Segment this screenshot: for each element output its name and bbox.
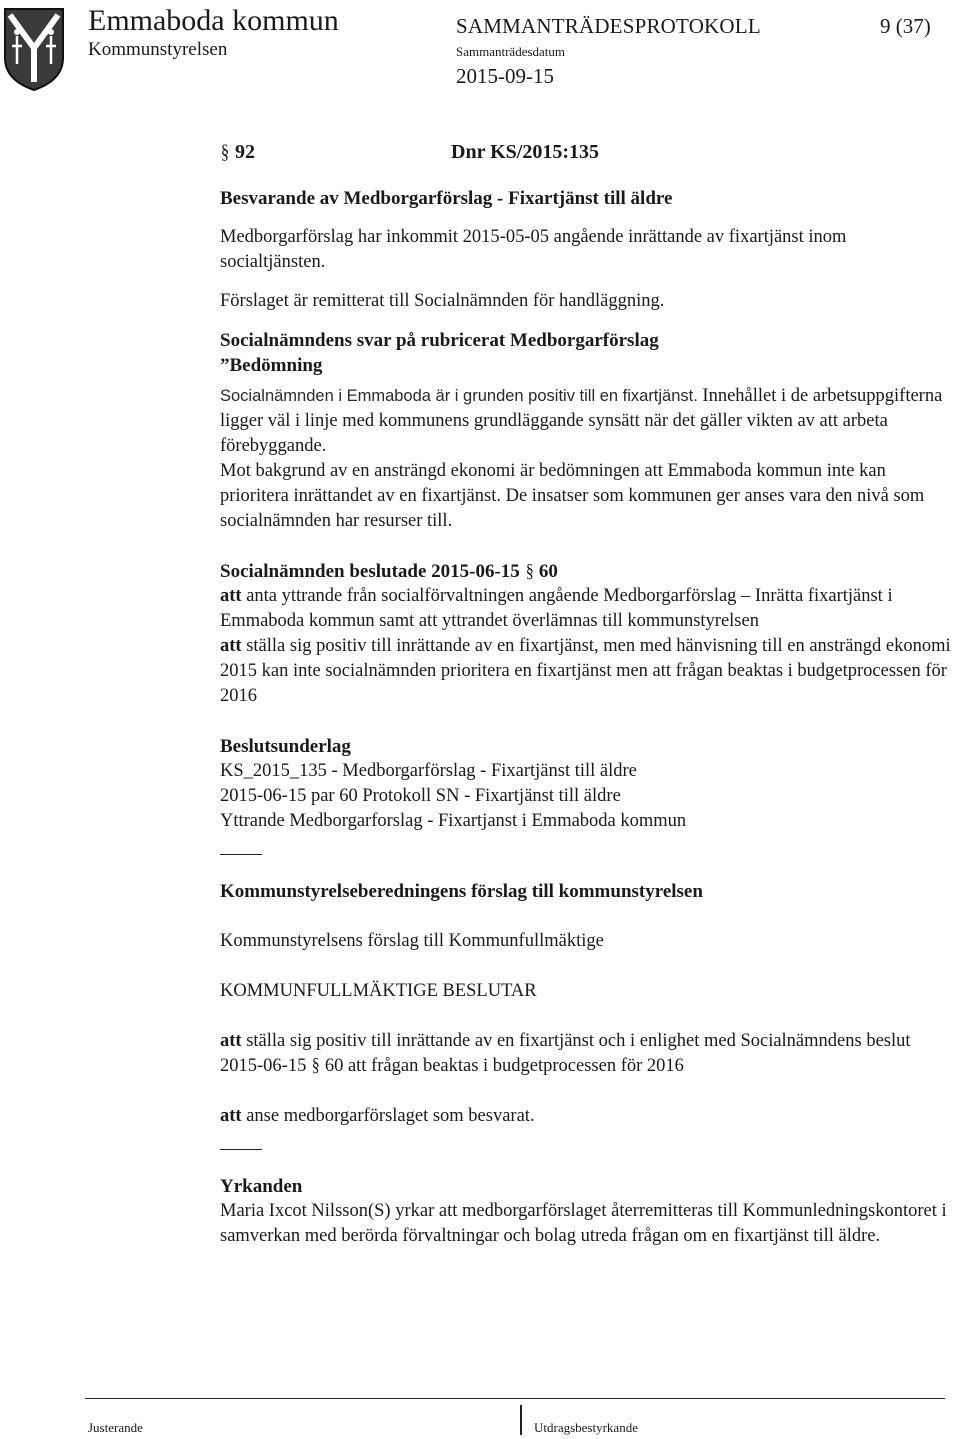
claims-text: Maria Ixcot Nilsson(S) yrkar att medborgarförslaget återremitteras till Kommunledningskontoret i samverkan med berörda förvaltningar och bolag utreda frågan om en fixartjänst till äldre.	[220, 1201, 947, 1246]
intro-text: Medborgarförslag har inkommit 2015-05-05 angående inrättande av fixartjänst inom socialtjänsten.	[220, 227, 847, 272]
section-heading	[220, 138, 952, 166]
dnr: Dnr KS/2015:135	[451, 141, 599, 163]
assessment-paragraph-1: Socialnämnden i Emmaboda är i grunden positiv till en fixartjänst. Innehållet i de arbetsuppgifterna ligger väl i linje med kommunens grundläggande synsätt när det gäller vikten av att arbeta förebyggande.	[220, 386, 943, 456]
claims-heading: Yrkanden	[220, 1176, 303, 1197]
proposal-subtitle: Kommunstyrelsens förslag till Kommunfullmäktige	[220, 931, 604, 951]
meeting-date-label: Sammanträdesdatum	[456, 44, 566, 59]
proposal-att-2: att anse medborgarförslaget som besvarat.	[220, 1106, 535, 1126]
social-response-heading: Socialnämndens svar på rubricerat Medborgarförslag	[220, 330, 659, 351]
municipality-name: Emmaboda kommun	[88, 4, 339, 37]
footer-divider	[520, 1405, 522, 1435]
footer-justerande: Justerande	[88, 1420, 143, 1435]
proposal-heading: Kommunstyrelseberedningens förslag till kommunstyrelsen	[220, 881, 703, 902]
paragraph-symbol: §	[525, 561, 534, 582]
page-number: 9 (37)	[880, 14, 931, 38]
social-decision-heading: Socialnämnden beslutade 2015-06-15 § 60	[220, 561, 558, 582]
footer-utdragsbestyrkande: Utdragsbestyrkande	[534, 1420, 638, 1435]
basis-item: Yttrande Medborgarforslag - Fixartjanst i Emmaboda kommun	[220, 811, 687, 831]
assessment-paragraph-2: Mot bakgrund av en ansträngd ekonomi är bedömningen att Emmaboda kommun inte kan prioritera inrättandet av en fixartjänst. De insatser som kommunen ger anses vara den nivå som socialnämnden har resurser till.	[220, 461, 925, 531]
social-decision-att-1: att anta yttrande från socialförvaltningen angående Medborgarförslag – Inrätta fixartjänst i Emmaboda kommun samt att yttrandet överlämnas till kommunstyrelsen	[220, 586, 893, 631]
proposal-att-1: att ställa sig positiv till inrättande av en fixartjänst och i enlighet med Socialnämndens beslut 2015-06-15 § 60 att frågan beaktas i budgetprocessen för 2016	[220, 1029, 952, 1079]
council-decides: KOMMUNFULLMÄKTIGE BESLUTAR	[220, 981, 537, 1001]
protocol-type: SAMMANTRÄDESPROTOKOLL	[456, 14, 761, 38]
section-title: Besvarande av Medborgarförslag - Fixartjänst till äldre	[220, 188, 673, 209]
section-number: 92	[235, 141, 255, 163]
paragraph-symbol: §	[311, 1056, 320, 1076]
basis-item: KS_2015_135 - Medborgarförslag - Fixartjänst till äldre	[220, 761, 637, 781]
assessment-heading: ”Bedömning	[220, 355, 323, 376]
meeting-date: 2015-09-15	[456, 64, 554, 88]
basis-item: 2015-06-15 par 60 Protokoll SN - Fixartjänst till äldre	[220, 786, 621, 806]
social-decision-att-2: att ställa sig positiv till inrättande av en fixartjänst, men med hänvisning till en ansträngd ekonomi 2015 kan inte socialnämnden prioritera en fixartjänst men att frågan beaktas i budgetprocessen för 2016	[220, 636, 951, 706]
municipality-coat-of-arms-icon	[2, 6, 66, 92]
section-symbol: §	[220, 141, 230, 163]
referral-text: Förslaget är remitterat till Socialnämnden för handläggning.	[220, 291, 665, 311]
basis-heading: Beslutsunderlag	[220, 736, 351, 757]
footer-line	[85, 1398, 945, 1399]
board-name: Kommunstyrelsen	[88, 39, 228, 60]
protocol-content	[220, 138, 952, 1249]
